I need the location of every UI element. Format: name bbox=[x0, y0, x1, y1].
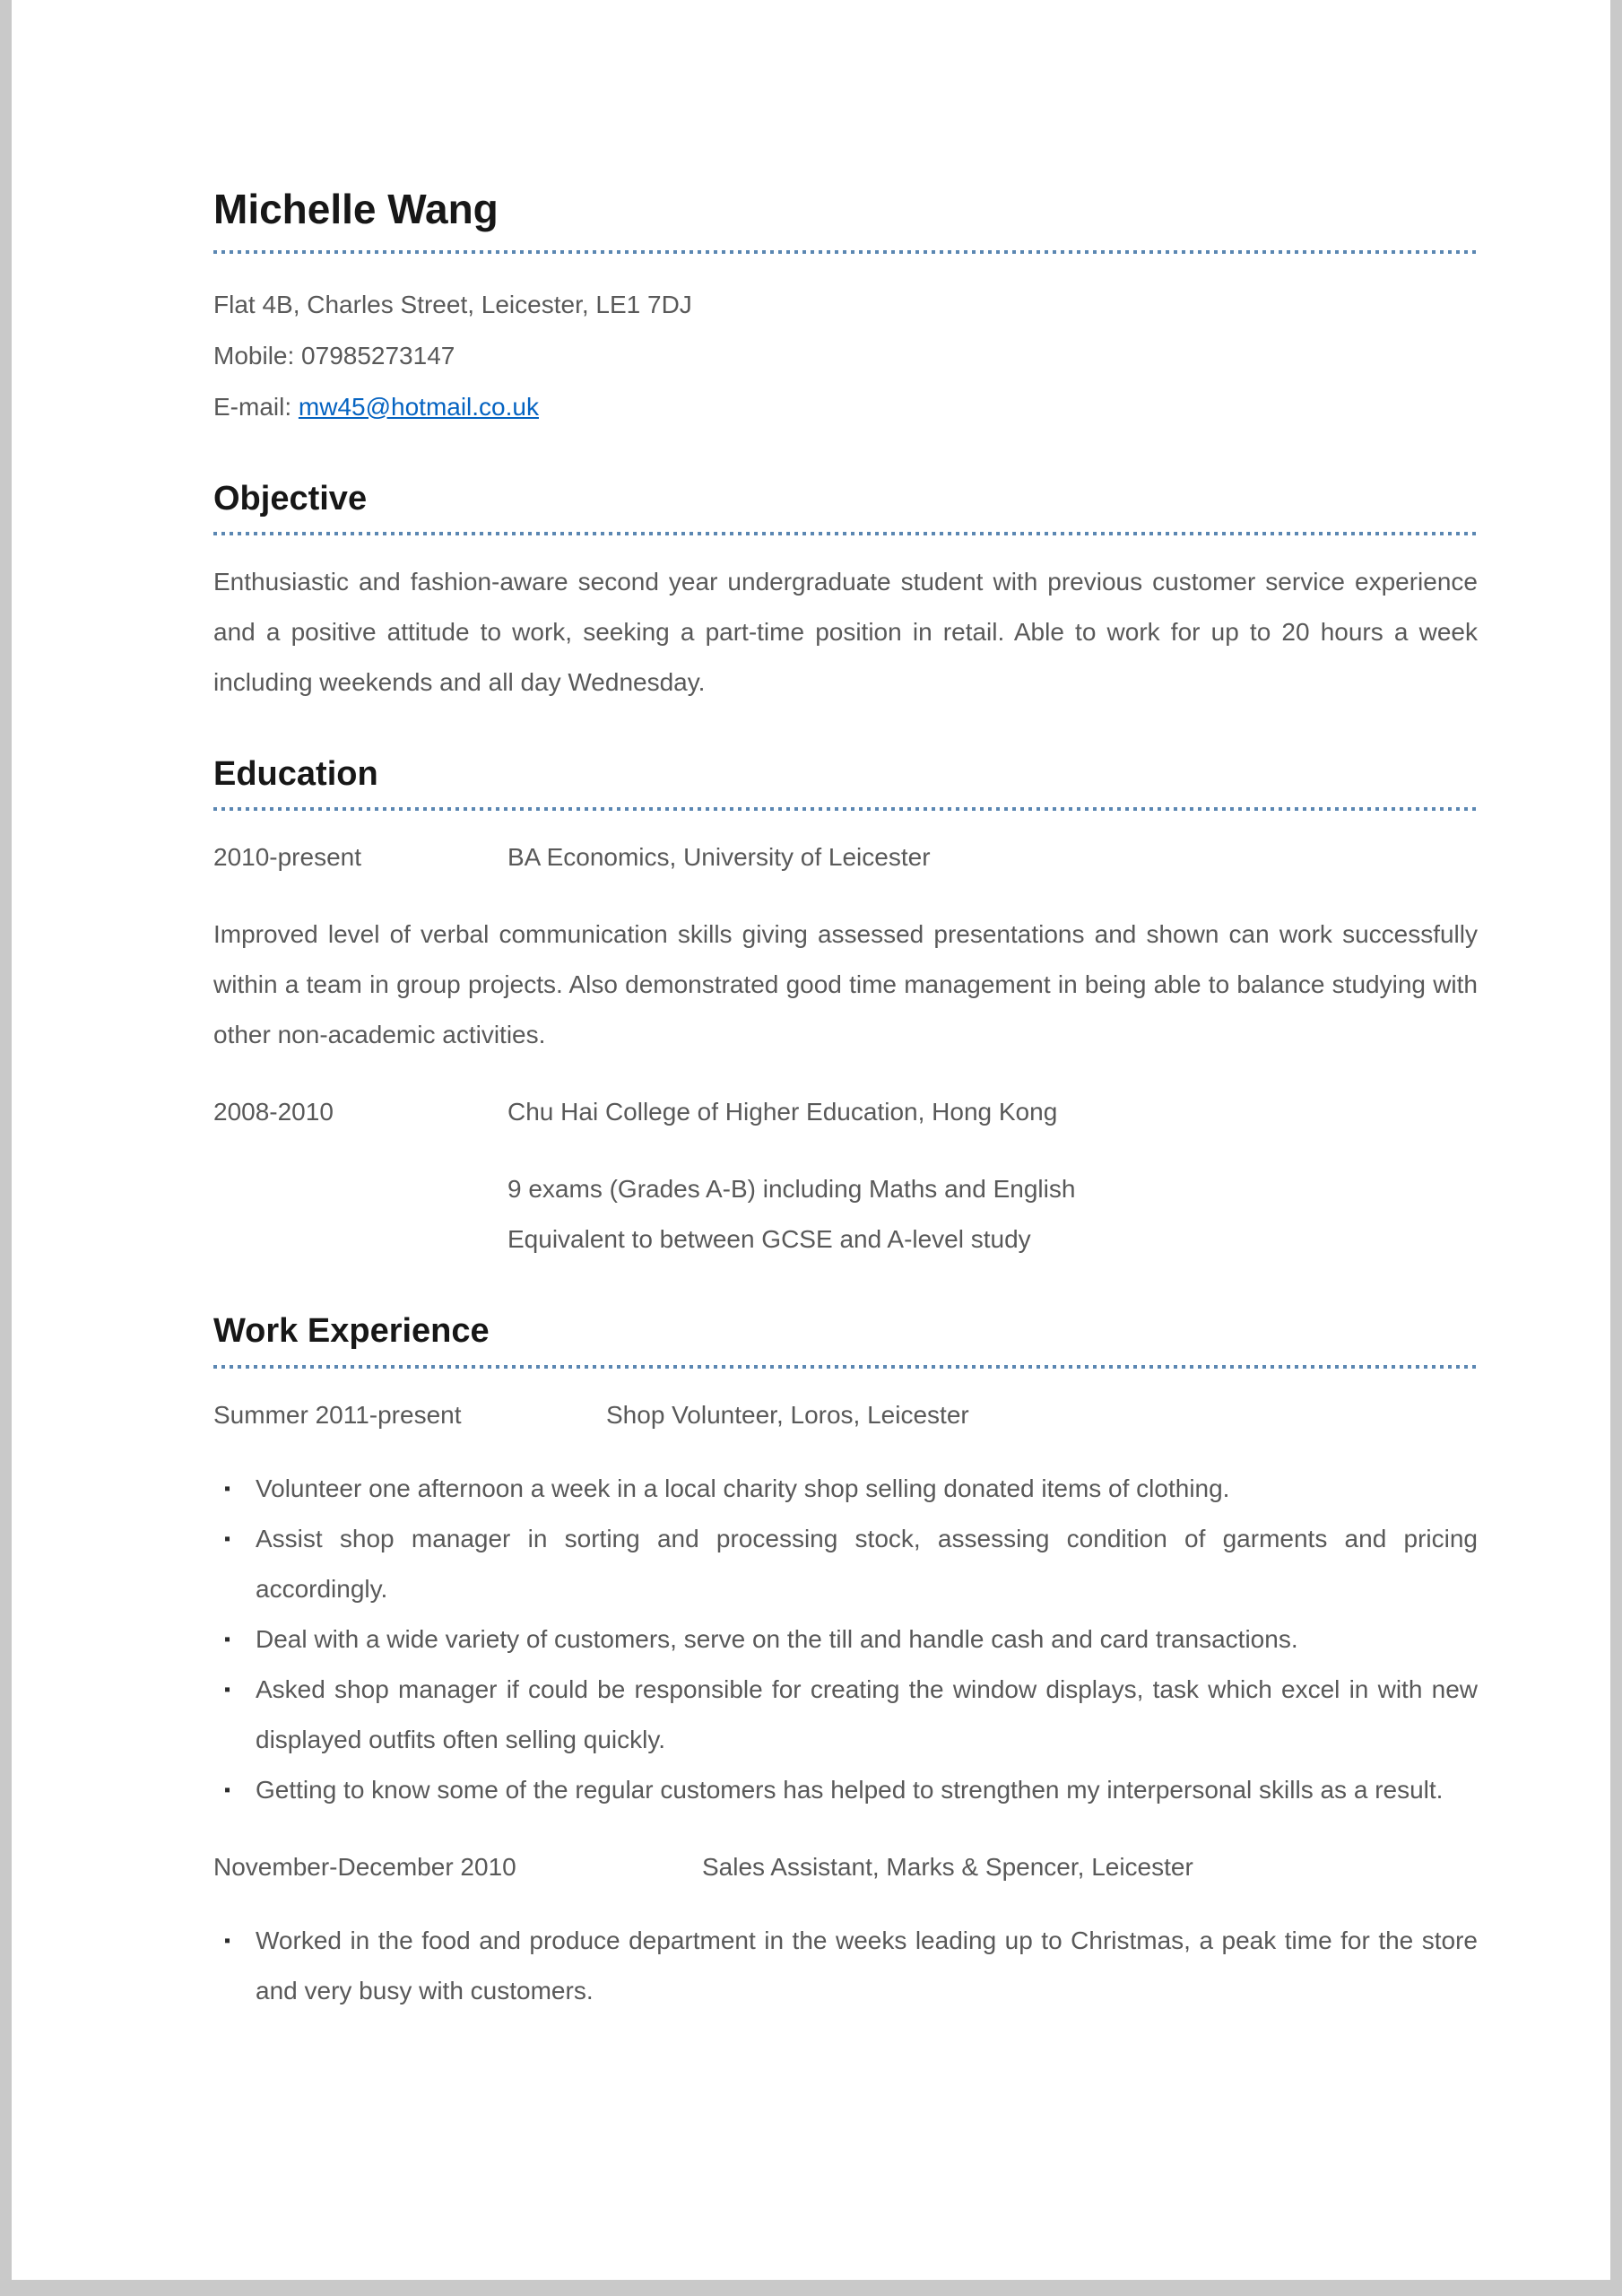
work-bullet: ▪ Deal with a wide variety of customers, serve on the till and handle cash and card transactions. bbox=[213, 1614, 1478, 1665]
entry-title: BA Economics, University of Leicester bbox=[507, 843, 931, 872]
mobile-label: Mobile: bbox=[213, 341, 302, 370]
section-heading-work-experience: Work Experience bbox=[213, 1312, 490, 1351]
entry-title: Sales Assistant, Marks & Spencer, Leicester bbox=[702, 1852, 1193, 1881]
section-heading-education: Education bbox=[213, 754, 378, 793]
contact-email bbox=[213, 381, 1478, 432]
work-bullet-list bbox=[213, 1916, 1478, 2016]
objective-text: Enthusiastic and fashion-aware second year undergraduate student with previous customer service experience and a positive attitude to work, seeking a part-time position in retail. Able to work for up to 20 hours a week including weekends and all day Wednesday. bbox=[213, 567, 1478, 696]
entry-dates: Summer 2011-present bbox=[213, 1400, 462, 1429]
section-heading-objective: Objective bbox=[213, 479, 368, 517]
entry-dates: 2008-2010 bbox=[213, 1098, 334, 1126]
work-bullet: ▪ Volunteer one afternoon a week in a local charity shop selling donated items of clothing. bbox=[213, 1464, 1478, 1514]
work-bullet: ▪ Assist shop manager in sorting and processing stock, assessing condition of garments and pricing accordingly. bbox=[213, 1514, 1478, 1614]
entry-title: Chu Hai College of Higher Education, Hong Kong bbox=[507, 1098, 1058, 1126]
dotted-divider bbox=[213, 1365, 1478, 1369]
dotted-divider bbox=[213, 250, 1478, 254]
mobile-number: 07985273147 bbox=[301, 341, 455, 370]
education-detail-line: Equivalent to between GCSE and A-level study bbox=[507, 1225, 1031, 1254]
education-entry bbox=[213, 832, 1478, 883]
education-description: Improved level of verbal communication skills giving assessed presentations and shown can work successfully within a team in group projects. Also demonstrated good time management in being able to balance studying with other non-academic activities. bbox=[213, 920, 1478, 1049]
resume-content bbox=[12, 0, 1610, 2016]
education-detail-line: 9 exams (Grades A-B) including Maths and English bbox=[507, 1175, 1076, 1204]
education-details bbox=[507, 1164, 1478, 1265]
work-bullet: ▪ Getting to know some of the regular customers has helped to strengthen my interpersonal skills as a result. bbox=[213, 1765, 1478, 1815]
email-label: E-mail: bbox=[213, 392, 299, 421]
contact-address: Flat 4B, Charles Street, Leicester, LE1 7DJ bbox=[213, 290, 692, 318]
work-entry bbox=[213, 1390, 1478, 1440]
entry-title: Shop Volunteer, Loros, Leicester bbox=[606, 1400, 969, 1429]
education-entry bbox=[213, 1087, 1478, 1137]
dotted-divider bbox=[213, 807, 1478, 811]
dotted-divider bbox=[213, 532, 1478, 535]
contact-mobile bbox=[213, 330, 1478, 381]
work-entry bbox=[213, 1842, 1478, 1892]
resume-name: Michelle Wang bbox=[213, 186, 499, 232]
resume-page bbox=[12, 0, 1610, 2280]
entry-dates: 2010-present bbox=[213, 843, 362, 872]
work-bullet: ▪ Worked in the food and produce department in the weeks leading up to Christmas, a peak time for the store and very busy with customers. bbox=[213, 1916, 1478, 2016]
entry-dates: November-December 2010 bbox=[213, 1852, 516, 1881]
work-bullet: ▪ Asked shop manager if could be responsible for creating the window displays, task which excel in with new displayed outfits often selling quickly. bbox=[213, 1665, 1478, 1765]
email-link[interactable]: mw45@hotmail.co.uk bbox=[298, 392, 539, 421]
work-bullet-list bbox=[213, 1464, 1478, 1815]
